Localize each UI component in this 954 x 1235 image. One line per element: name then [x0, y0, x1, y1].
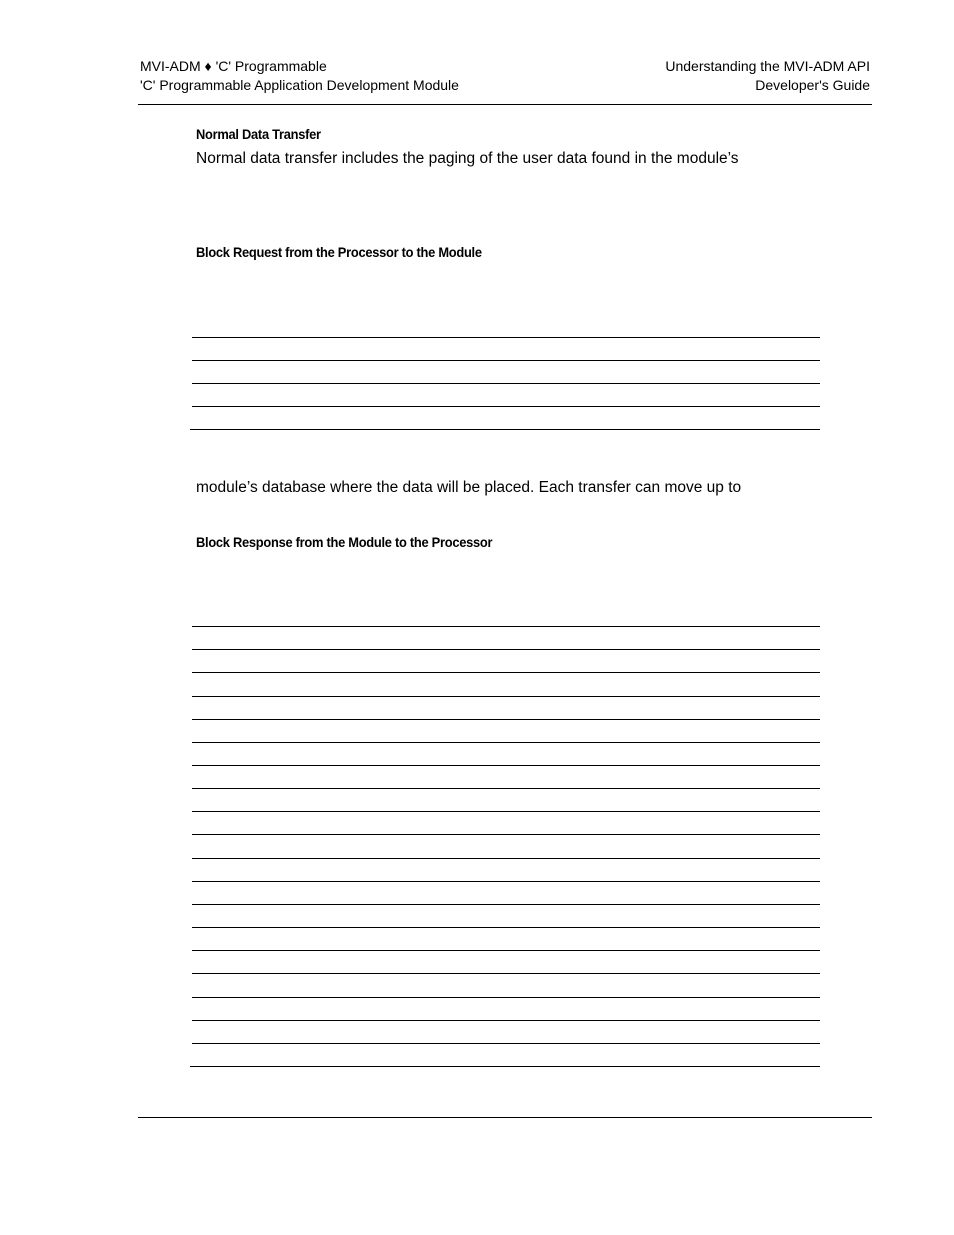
table-rule [192, 765, 820, 766]
table-rule [192, 927, 820, 928]
header-product-title: MVI-ADM ♦ 'C' Programmable [140, 58, 327, 74]
table-rule [192, 360, 820, 361]
normal-transfer-heading: Normal Data Transfer [196, 126, 321, 142]
footer-rule [138, 1117, 872, 1118]
table-rule [192, 997, 820, 998]
header-guide-title: Developer's Guide [755, 77, 870, 93]
table-rule [192, 973, 820, 974]
table-rule [190, 1066, 820, 1067]
table-rule [192, 834, 820, 835]
table-rule [190, 429, 820, 430]
table-rule [192, 626, 820, 627]
table-rule [192, 672, 820, 673]
header-rule [138, 104, 872, 105]
table-rule [192, 696, 820, 697]
database-text: module’s database where the data will be placed. Each transfer can move up to [196, 479, 742, 496]
table-rule [192, 904, 820, 905]
table-rule [192, 811, 820, 812]
table-rule [192, 1020, 820, 1021]
normal-transfer-text: Normal data transfer includes the paging of the user data found in the module’s [196, 150, 739, 167]
header-product-subtitle: 'C' Programmable Application Development Module [140, 77, 459, 93]
table-rule [192, 383, 820, 384]
table-rule [192, 1043, 820, 1044]
table-rule [192, 742, 820, 743]
table-rule [192, 858, 820, 859]
block-request-heading: Block Request from the Processor to the Module [196, 244, 482, 260]
table-rule [192, 337, 820, 338]
table-rule [192, 406, 820, 407]
block-response-heading: Block Response from the Module to the Processor [196, 534, 493, 550]
header-chapter-title: Understanding the MVI-ADM API [665, 58, 870, 74]
table-rule [192, 881, 820, 882]
header-left [140, 57, 459, 95]
table-rule [192, 788, 820, 789]
table-rule [192, 649, 820, 650]
header-right [665, 57, 870, 95]
table-rule [192, 719, 820, 720]
table-rule [192, 950, 820, 951]
